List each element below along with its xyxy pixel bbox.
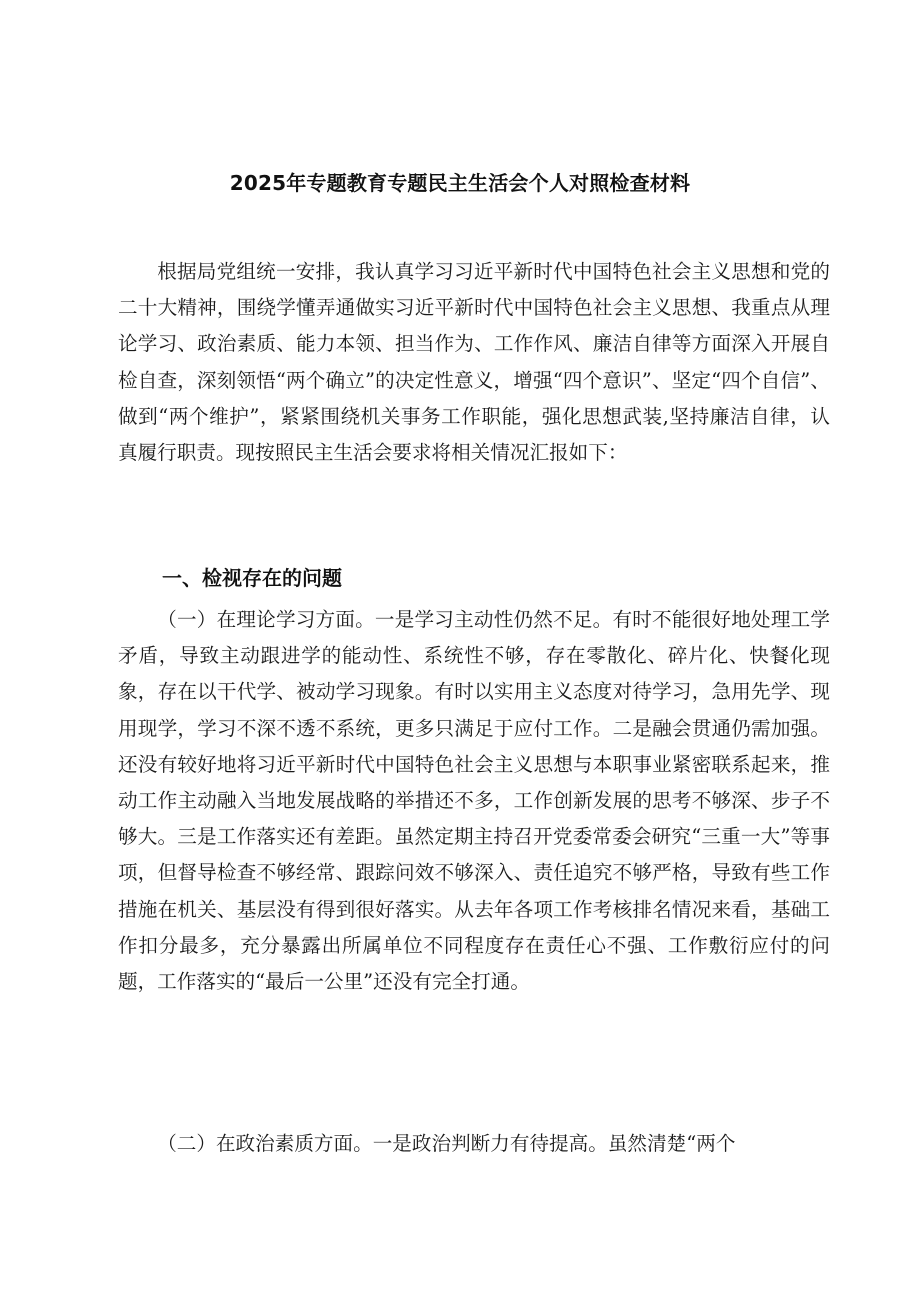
intro-section (118, 254, 830, 471)
theory-study-section (118, 602, 830, 1000)
paragraph-political-quality: （二）在政治素质方面。一是政治判断力有待提高。虽然清楚“两个 (157, 1132, 736, 1155)
intro-paragraph: 根据局党组统一安排，我认真学习习近平新时代中国特色社会主义思想和党的二十大精神，围绕学懂弄通做实习近平新时代中国特色社会主义思想、我重点从理论学习、政治素质、能力本领、担当作为、工作作风、廉洁自律等方面深入开展自检自查，深刻领悟“两个确立”的决定性意义，增强“四个意识”、坚定“四个自信”、做到“两个维护”，紧紧围绕机关事务工作职能，强化思想武装,坚持廉洁自律，认真履行职责。现按照民主生活会要求将相关情况汇报如下： (118, 260, 830, 465)
paragraph-theory-study: （一）在理论学习方面。一是学习主动性仍然不足。有时不能很好地处理工学矛盾，导致主动跟进学的能动性、系统性不够，存在零散化、碎片化、快餐化现象，存在以干代学、被动学习现象。有时以实用主义态度对待学习，急用先学、现用现学，学习不深不透不系统，更多只满足于应付工作。二是融会贯通仍需加强。还没有较好地将习近平新时代中国特色社会主义思想与本职事业紧密联系起来，推动工作主动融入当地发展战略的举措还不多，工作创新发展的思考不够深、步子不够大。三是工作落实还有差距。虽然定期主持召开党委常委会研究“三重一大”等事项，但督导检查不够经常、跟踪问效不够深入、责任追究不够严格，导致有些工作措施在机关、基层没有得到很好落实。从去年各项工作考核排名情况来看，基础工作扣分最多，充分暴露出所属单位不同程度存在责任心不强、工作敷衍应付的问题，工作落实的“最后一公里”还没有完全打通。 (118, 608, 830, 994)
document-title: 2025年专题教育专题民主生活会个人对照检查材料 (229, 171, 691, 195)
section-heading: 一、检视存在的问题 (162, 566, 342, 590)
political-quality-section (118, 1126, 830, 1162)
